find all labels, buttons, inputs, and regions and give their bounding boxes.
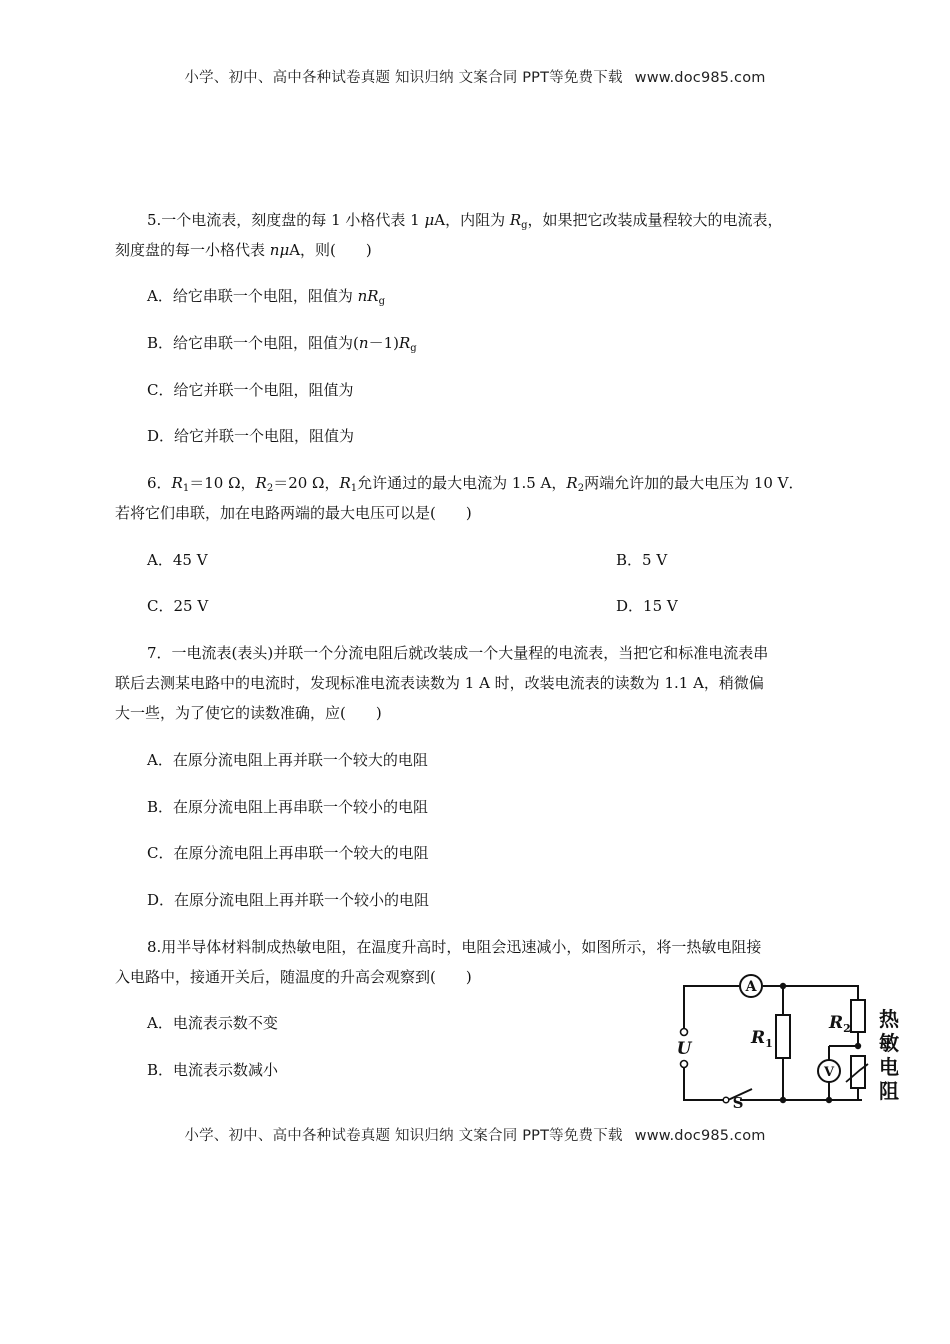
header-url[interactable]: www.doc985.com (634, 70, 766, 86)
thermistor-label-4: 阻 (879, 1079, 899, 1103)
junction-dot (780, 983, 786, 989)
r2-label: $R_2$ (829, 1013, 851, 1035)
q5-option-b: B．给它串联一个电阻，阻值为$(n-1)R_g$ (147, 334, 417, 354)
q6-option-c: C．25 V (147, 597, 209, 615)
r1-label: $R_1$ (751, 1028, 773, 1050)
q5-option-c: C．给它并联一个电阻，阻值为 (147, 381, 354, 399)
circuit-diagram (676, 970, 908, 1108)
q8-option-b: B．电流表示数减小 (147, 1061, 279, 1079)
wire-top-right (763, 986, 858, 1000)
thermistor-label-2: 敏 (879, 1031, 899, 1055)
thermistor-label-3: 电 (879, 1055, 899, 1079)
thermistor-label-1: 热 (879, 1007, 899, 1031)
voltmeter-label: V (823, 1065, 835, 1080)
q6-line1: 6．$R_1=10$ Ω，$R_2=20$ Ω，$R_1$允许通过的最大电流为 1.5 A，$R_2$两端允许加的最大电压为 10 V． (147, 474, 804, 494)
junction-dot (780, 1097, 786, 1103)
page-header (0, 66, 950, 87)
q8-line2: 入电路中，接通开关后，随温度的升高会观察到( ) (115, 968, 472, 986)
footer-text: 小学、初中、高中各种试卷真题 知识归纳 文案合同 PPT等免费下载 (184, 1128, 623, 1144)
q7-option-d: D．在原分流电阻上再并联一个较小的电阻 (147, 891, 430, 909)
header-text: 小学、初中、高中各种试卷真题 知识归纳 文案合同 PPT等免费下载 (184, 70, 623, 86)
source-label: U (676, 1039, 692, 1059)
wire-top-left (684, 986, 739, 1032)
q5-option-a: A．给它串联一个电阻，阻值为 $nR_g$ (147, 287, 385, 307)
junction-dot (826, 1097, 832, 1103)
q6-line2: 若将它们串联，加在电路两端的最大电压可以是( ) (115, 504, 472, 522)
source-terminal (681, 1029, 688, 1036)
q6-option-b: B．5 V (616, 551, 668, 569)
q7-option-a: A．在原分流电阻上再并联一个较大的电阻 (147, 751, 428, 769)
q7-option-c: C．在原分流电阻上再串联一个较大的电阻 (147, 844, 429, 862)
switch-pivot (723, 1097, 729, 1103)
q7-line2: 联后去测某电路中的电流时，发现标准电流表读数为 1 A 时，改装电流表的读数为 1.1 A，稍微偏 (115, 674, 764, 692)
junction-dot (855, 1043, 861, 1049)
ammeter-label: A (745, 979, 757, 995)
switch-label: S (732, 1094, 744, 1108)
q7-option-b: B．在原分流电阻上再串联一个较小的电阻 (147, 798, 429, 816)
q7-line3: 大一些，为了使它的读数准确，应( ) (115, 704, 382, 722)
q8-line1: 8.用半导体材料制成热敏电阻，在温度升高时，电阻会迅速减小，如图所示，将一热敏电阻接 (147, 938, 762, 956)
q8-option-a: A．电流表示数不变 (147, 1014, 278, 1032)
q5-option-d: D．给它并联一个电阻，阻值为 (147, 427, 355, 445)
q5-line1: 5.一个电流表，刻度盘的每 1 小格代表 1 μA，内阻为 $R_g$，如果把它改装成量程较大的电流表， (147, 211, 783, 231)
q5-line2: 刻度盘的每一小格代表 nμA，则( ) (115, 241, 372, 259)
footer-url[interactable]: www.doc985.com (634, 1128, 766, 1144)
source-terminal (681, 1061, 688, 1068)
wire-left-bottom (684, 1064, 724, 1100)
page-footer (0, 1124, 950, 1145)
q6-option-a: A．45 V (147, 551, 208, 569)
resistor-r1 (776, 1015, 790, 1058)
resistor-r2 (851, 1000, 865, 1032)
q7-line1: 7．一电流表(表头)并联一个分流电阻后就改装成一个大量程的电流表，当把它和标准电流表串 (147, 644, 769, 662)
q6-option-d: D．15 V (616, 597, 678, 615)
